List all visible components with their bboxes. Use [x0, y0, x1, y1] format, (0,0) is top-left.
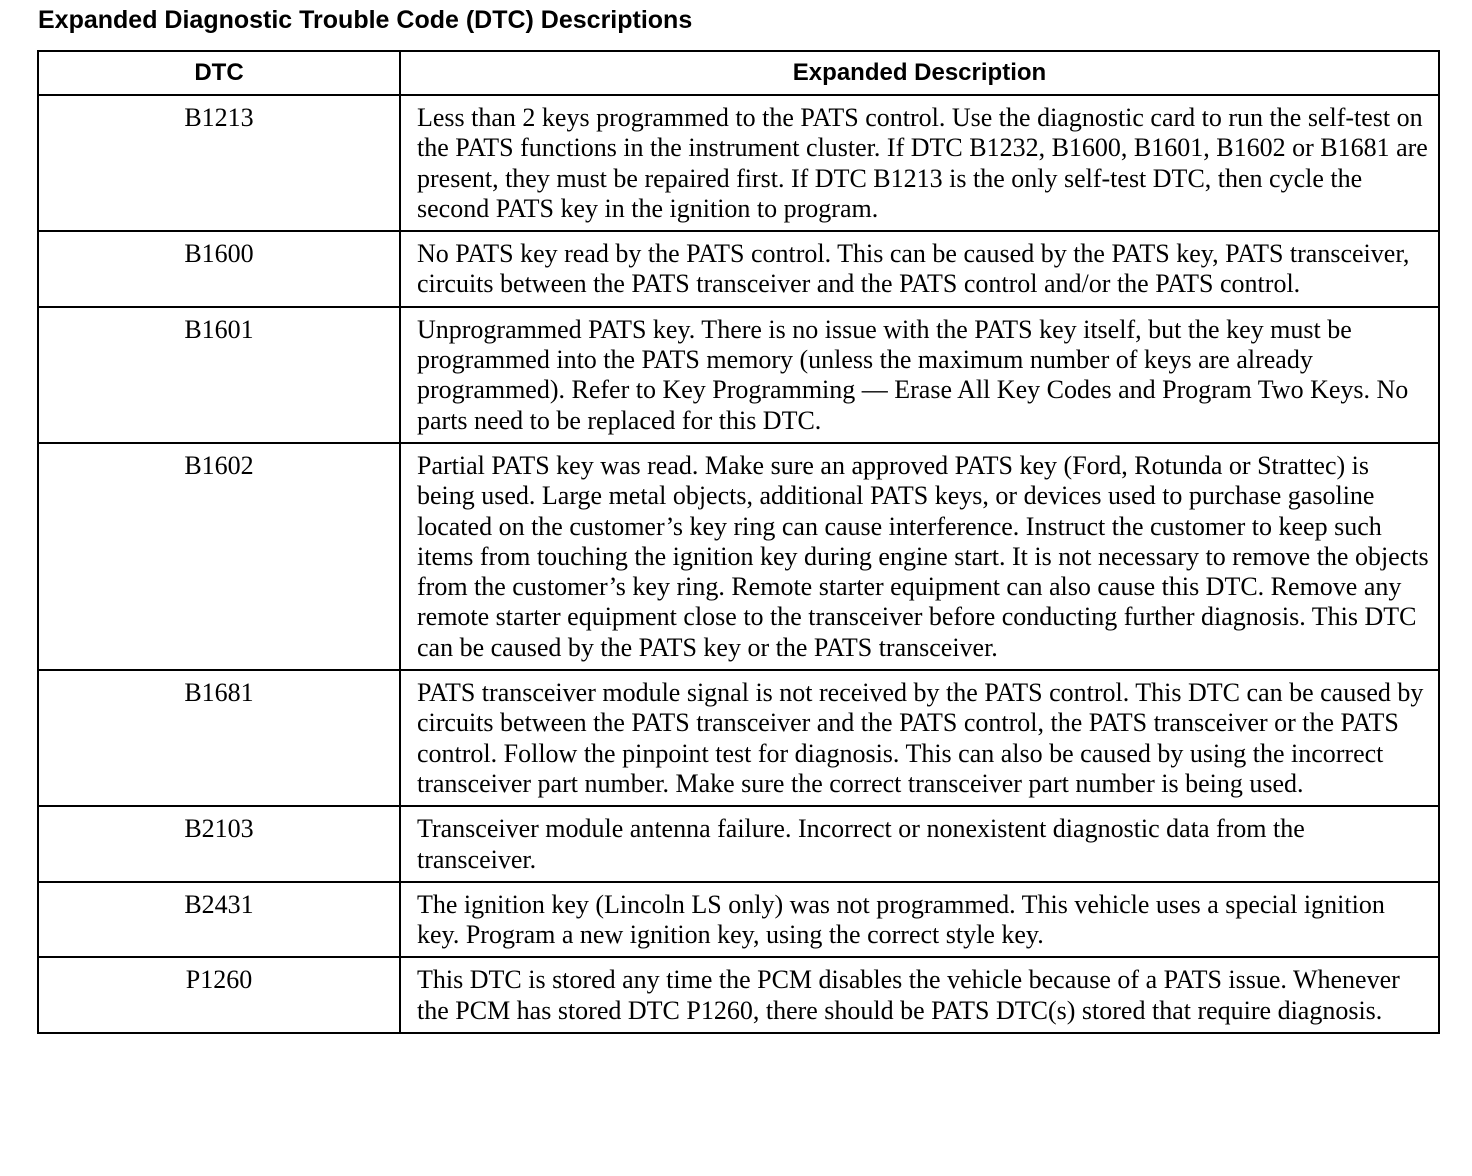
- column-header-description: Expanded Description: [400, 51, 1439, 95]
- dtc-code-cell: B1600: [38, 231, 400, 307]
- table-row: [38, 443, 1439, 670]
- dtc-description-cell: Partial PATS key was read. Make sure an approved PATS key (Ford, Rotunda or Strattec) is being used. Large metal objects, additional PATS keys, or devices used to purchase gasoline located on the customer’s key ring can cause interference. Instruct the customer to keep such items from touching the ignition key during engine start. It is not necessary to remove the objects from the customer’s key ring. Remote starter equipment can also cause this DTC. Remove any remote starter equipment close to the transceiver before conducting further diagnosis. This DTC can be caused by the PATS key or the PATS transceiver.: [400, 443, 1439, 670]
- dtc-description-cell: Unprogrammed PATS key. There is no issue with the PATS key itself, but the key must be programmed into the PATS memory (unless the maximum number of keys are already programmed). Refer to Key Programming — Erase All Key Codes and Program Two Keys. No parts need to be replaced for this DTC.: [400, 307, 1439, 443]
- dtc-description-cell: No PATS key read by the PATS control. This can be caused by the PATS key, PATS transceiver, circuits between the PATS transceiver and the PATS control and/or the PATS control.: [400, 231, 1439, 307]
- dtc-description-cell: This DTC is stored any time the PCM disables the vehicle because of a PATS issue. Whenever the PCM has stored DTC P1260, there should be PATS DTC(s) stored that require diagnosis.: [400, 957, 1439, 1033]
- dtc-table: [37, 50, 1440, 1034]
- table-row: [38, 307, 1439, 443]
- table-row: [38, 882, 1439, 958]
- table-header-row: [38, 51, 1439, 95]
- table-row: [38, 806, 1439, 882]
- table-row: [38, 670, 1439, 806]
- dtc-code-cell: B1681: [38, 670, 400, 806]
- dtc-code-cell: B2103: [38, 806, 400, 882]
- page-title: Expanded Diagnostic Trouble Code (DTC) Descriptions: [38, 6, 693, 34]
- dtc-code-cell: P1260: [38, 957, 400, 1033]
- dtc-description-cell: PATS transceiver module signal is not received by the PATS control. This DTC can be caused by circuits between the PATS transceiver and the PATS control, the PATS transceiver or the PATS control. Follow the pinpoint test for diagnosis. This can also be caused by using the incorrect transceiver part number. Make sure the correct transceiver part number is being used.: [400, 670, 1439, 806]
- column-header-dtc: DTC: [38, 51, 400, 95]
- dtc-code-cell: B2431: [38, 882, 400, 958]
- dtc-code-cell: B1601: [38, 307, 400, 443]
- dtc-description-cell: The ignition key (Lincoln LS only) was not programmed. This vehicle uses a special ignition key. Program a new ignition key, using the correct style key.: [400, 882, 1439, 958]
- dtc-code-cell: B1213: [38, 95, 400, 231]
- table-row: [38, 231, 1439, 307]
- dtc-code-cell: B1602: [38, 443, 400, 670]
- table-row: [38, 95, 1439, 231]
- dtc-description-cell: Transceiver module antenna failure. Incorrect or nonexistent diagnostic data from the transceiver.: [400, 806, 1439, 882]
- dtc-description-cell: Less than 2 keys programmed to the PATS control. Use the diagnostic card to run the self-test on the PATS functions in the instrument cluster. If DTC B1232, B1600, B1601, B1602 or B1681 are present, they must be repaired first. If DTC B1213 is the only self-test DTC, then cycle the second PATS key in the ignition to program.: [400, 95, 1439, 231]
- table-row: [38, 957, 1439, 1033]
